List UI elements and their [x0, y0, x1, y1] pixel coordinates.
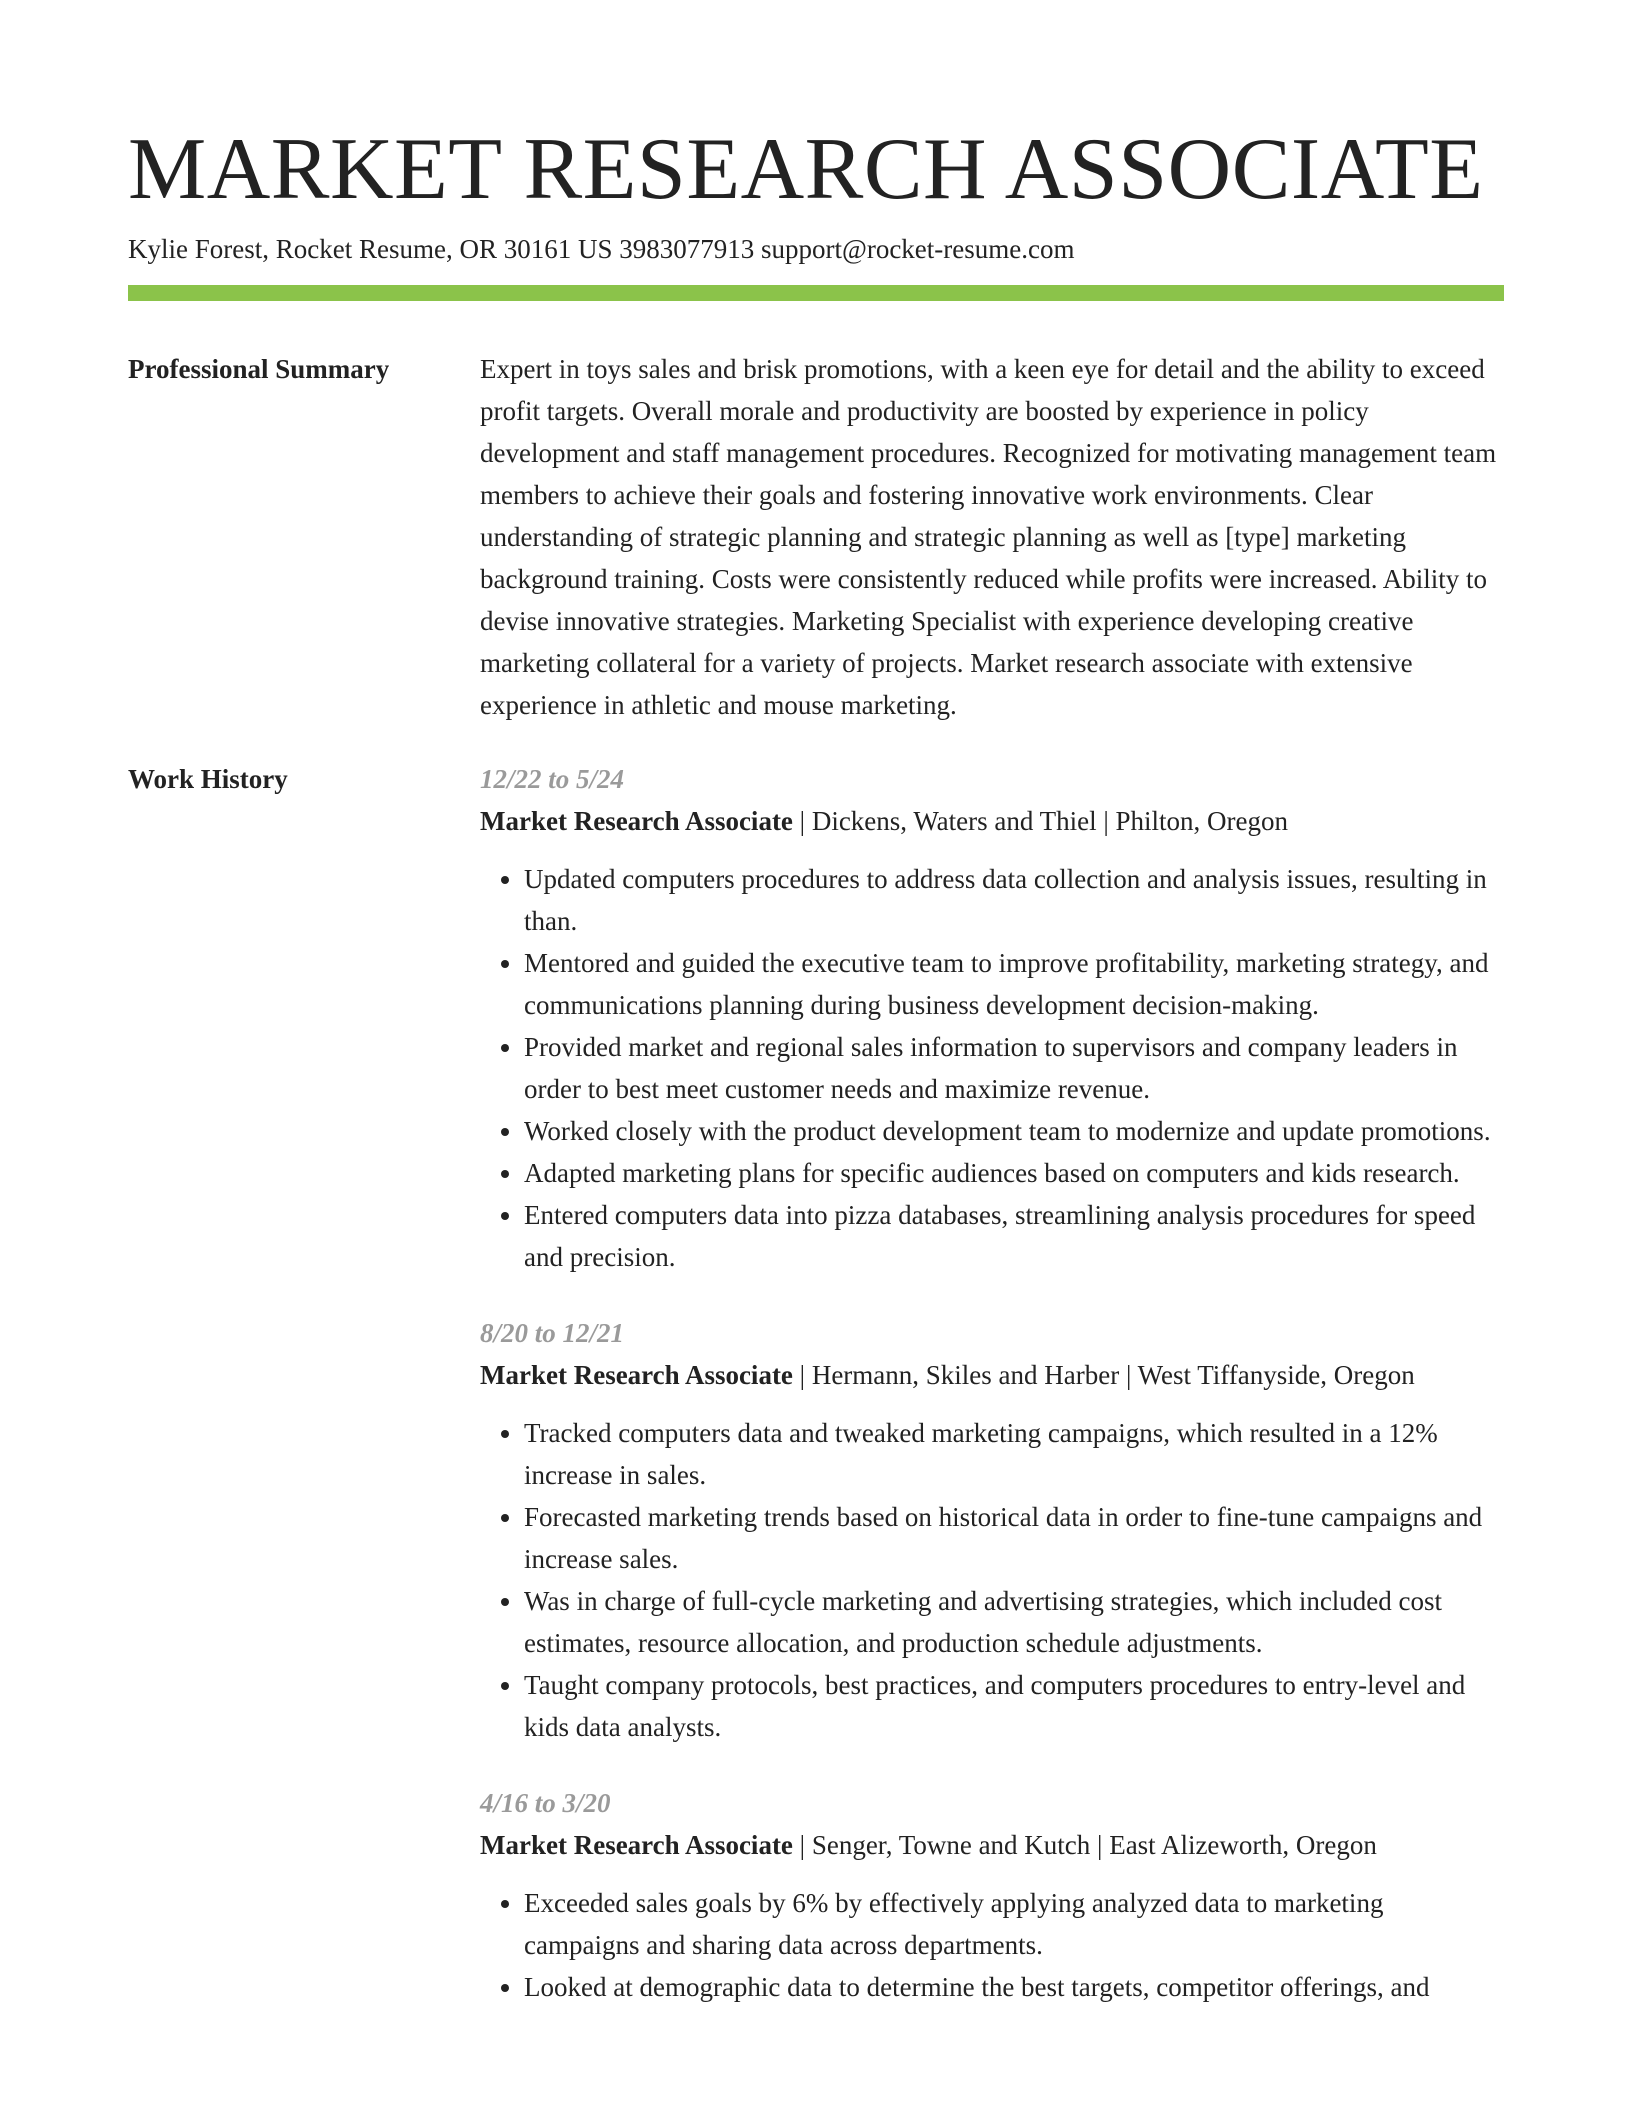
contact-info: Kylie Forest, Rocket Resume, OR 30161 US 3983077913 support@rocket-resume.com: [128, 234, 1075, 264]
job-heading: [480, 1354, 1504, 1396]
header-divider: [128, 285, 1504, 301]
work-history-body: [480, 758, 1504, 2042]
job-employer-location: | Senger, Towne and Kutch | East Alizeworth, Oregon: [792, 1830, 1377, 1860]
job-dates: 8/20 to 12/21: [480, 1318, 625, 1348]
resume-title: MARKET RESEARCH ASSOCIATE: [128, 121, 1484, 218]
job-bullet: • Adapted marketing plans for specific audiences based on computers and kids research.: [524, 1152, 1504, 1194]
job-bullet: • Exceeded sales goals by 6% by effectively applying analyzed data to marketing campaigns and sharing data across departments.: [524, 1882, 1504, 1966]
job-entry: [480, 1312, 1504, 1748]
section-label-work-history: Work History: [128, 764, 288, 794]
job-bullet-list: [480, 1412, 1504, 1748]
job-bullet: • Was in charge of full-cycle marketing and advertising strategies, which included cost estimates, resource allocation, and production schedule adjustments.: [524, 1580, 1504, 1664]
job-title: Market Research Associate: [480, 806, 793, 836]
job-title: Market Research Associate: [480, 1830, 793, 1860]
job-dates: 12/22 to 5/24: [480, 764, 625, 794]
job-bullet: • Mentored and guided the executive team to improve profitability, marketing strategy, and communications planning during business development decision-making.: [524, 942, 1504, 1026]
job-bullet: • Taught company protocols, best practices, and computers procedures to entry-level and kids data analysts.: [524, 1664, 1504, 1748]
job-entry: [480, 758, 1504, 1278]
job-heading: [480, 1824, 1504, 1866]
job-title: Market Research Associate: [480, 1360, 793, 1390]
job-bullet: • Looked at demographic data to determine the best targets, competitor offerings, and: [524, 1966, 1504, 2008]
job-bullet: • Tracked computers data and tweaked marketing campaigns, which resulted in a 12% increase in sales.: [524, 1412, 1504, 1496]
job-bullet: • Updated computers procedures to address data collection and analysis issues, resulting in than.: [524, 858, 1504, 942]
section-label-professional-summary: Professional Summary: [128, 354, 390, 384]
job-employer-location: | Dickens, Waters and Thiel | Philton, Oregon: [792, 806, 1288, 836]
job-bullet: • Forecasted marketing trends based on historical data in order to fine-tune campaigns and increase sales.: [524, 1496, 1504, 1580]
job-bullet: • Entered computers data into pizza databases, streamlining analysis procedures for speed and precision.: [524, 1194, 1504, 1278]
job-bullet: • Provided market and regional sales information to supervisors and company leaders in order to best meet customer needs and maximize revenue.: [524, 1026, 1504, 1110]
job-entry: [480, 1782, 1504, 2008]
job-bullet-list: [480, 858, 1504, 1278]
job-heading: [480, 800, 1504, 842]
job-bullet: • Worked closely with the product development team to modernize and update promotions.: [524, 1110, 1504, 1152]
job-employer-location: | Hermann, Skiles and Harber | West Tiffanyside, Oregon: [792, 1360, 1415, 1390]
job-bullet-list: [480, 1882, 1504, 2008]
job-dates: 4/16 to 3/20: [480, 1788, 611, 1818]
summary-text: Expert in toys sales and brisk promotions, with a keen eye for detail and the ability to exceed profit targets. Overall morale and productivity are boosted by experience in policy development and staff management procedures. Recognized for motivating management team members to achieve their goals and fostering innovative work environments. Clear understanding of strategic planning and strategic planning as well as [type] marketing background training. Costs were consistently reduced while profits were increased. Ability to devise innovative strategies. Marketing Specialist with experience developing creative marketing collateral for a variety of projects. Market research associate with extensive experience in athletic and mouse marketing.: [480, 354, 1497, 720]
summary-body: [480, 348, 1504, 726]
